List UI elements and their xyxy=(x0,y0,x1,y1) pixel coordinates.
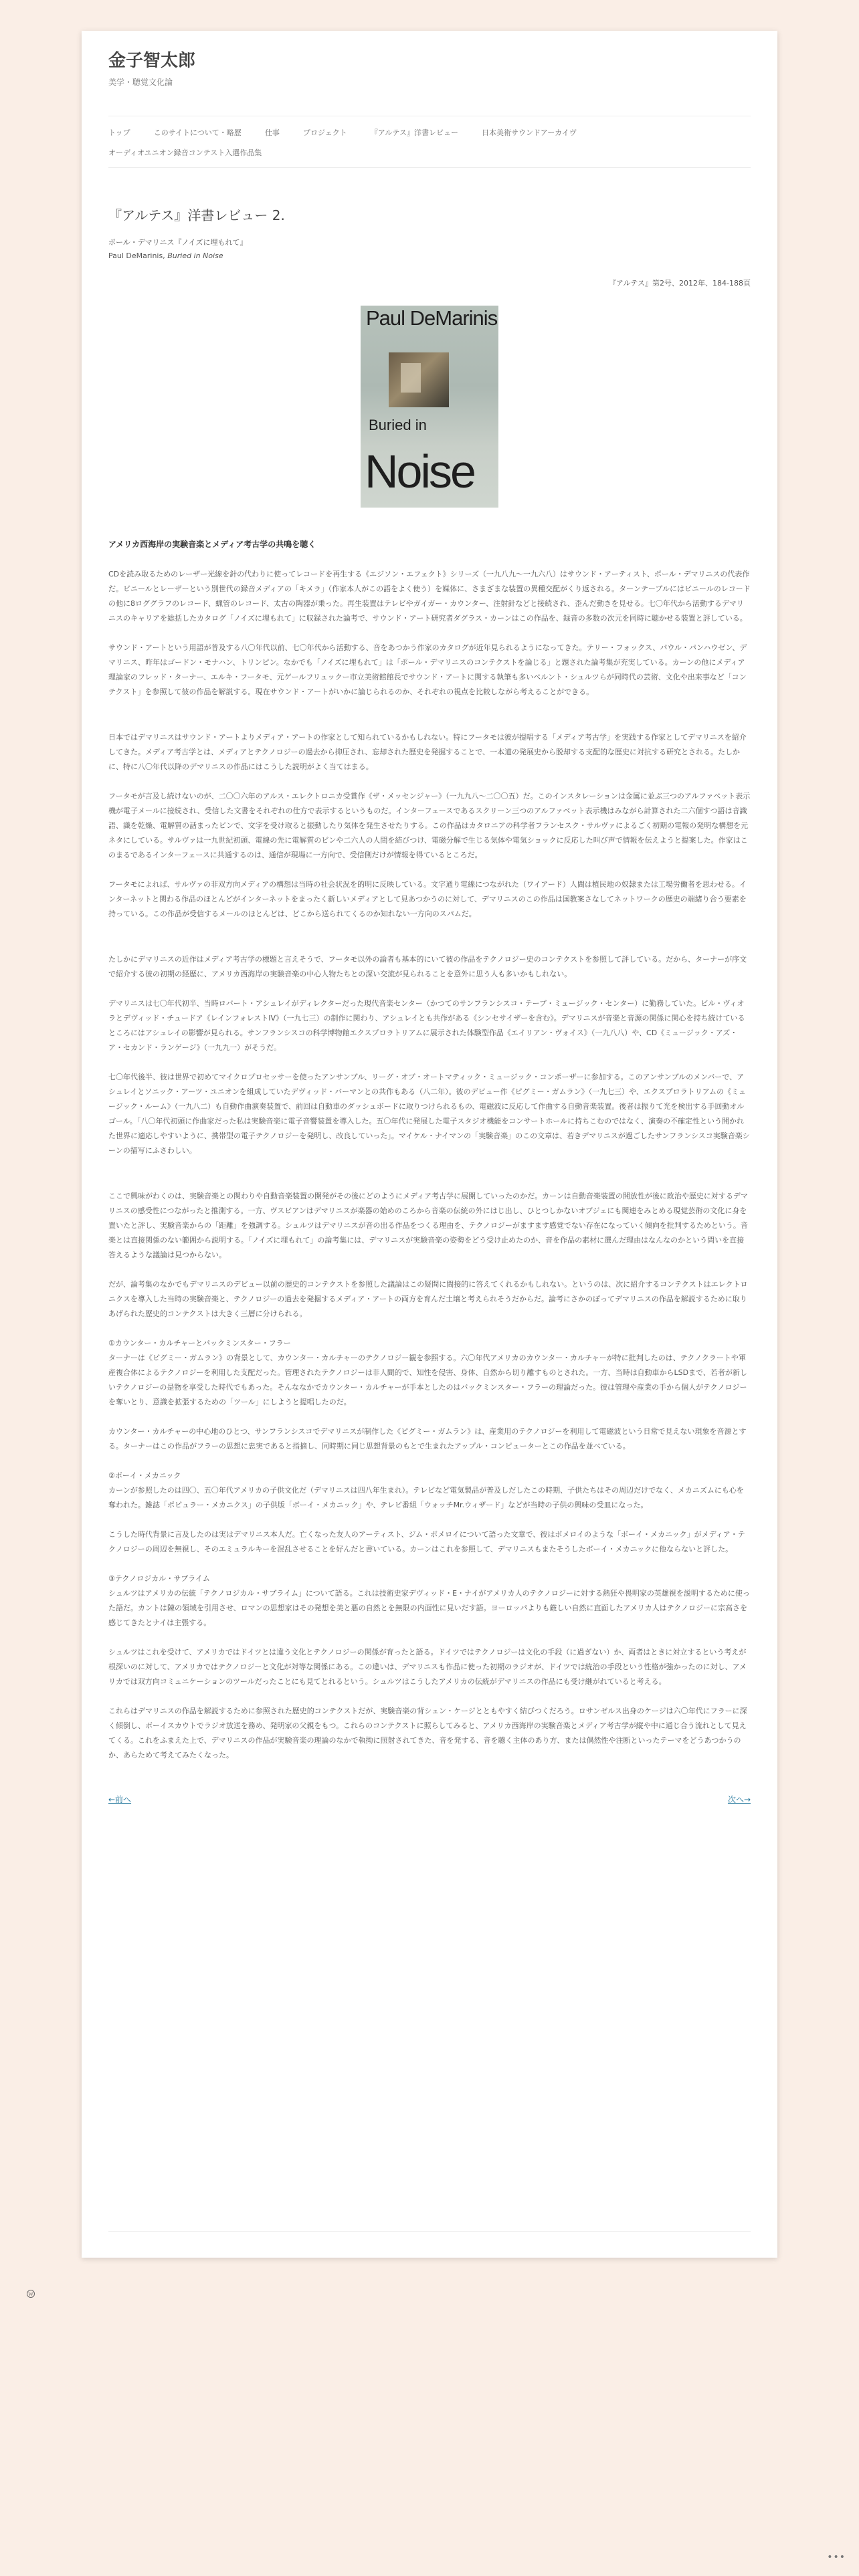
publication-reference: 『アルテス』第2号、2012年、184-188頁 xyxy=(608,279,751,288)
nav-item-sound-archive[interactable]: 日本美術サウンドアーカイヴ xyxy=(482,128,577,137)
nav-item-artes-review[interactable]: 『アルテス』洋書レビュー xyxy=(370,128,458,137)
next-post-link[interactable]: 次へ→ xyxy=(727,1795,751,1804)
paragraph: CDを読み取るためのレーザー光線を針の代わりに使ってレコードを再生する《エジソン・エフェクト》シリーズ（一九八九〜一九六八）はサウンド・アーティスト、ポール・デマリニスの代表作だ。ビニールとレーザーという別世代の録音メディアの「キメラ」（作家本人がこの語をよく使う）を媒体に、さまざまな装置の異種交配がくり返される。ターンテーブルにはビニールのレコードの他に8ロググラフのレコード、蝋管のレコード、太古の陶器が乗った。再生装置はテレビやガイガー・カウンター、注射針などと接続され、歪んだ動きを見せる。七〇年代から活動するデマリニスのキャリアを総括したカタログ「ノイズに埋もれて」に収録された論考で、サウンド・アート研究者ダグラス・カーンはこの作品を、録音の多数の次元を同時に聴かせる装置と評している。 xyxy=(108,570,751,623)
paragraph: たしかにデマリニスの近作はメディア考古学の標題と言えそうで、フータモ以外の論者も基本的にいて彼の作品をテクノロジー史のコンテクストを参照して評している。だから、ターナーが序文で紹介する彼の初期の経歴に、アメリカ西海岸の実験音楽の中心人物たちとの深い交流が見られることを意外に思う人も多いかもしれない。 xyxy=(108,955,747,978)
paragraph: カウンター・カルチャーの中心地のひとつ、サンフランシスコでデマリニスが制作した《ピグミー・ガムラン》は、産業用のテクノロジーを利用して電磁波という日常で見えない現象を音源とする。ターナーはこの作品がフラーの思想に忠実であると指摘し、同時期に同じ思想背景のもとで生まれたアップル・コンピューターとこの作品を並べている。 xyxy=(108,1427,747,1451)
paragraph: フータモが言及し続けないのが、二〇〇六年のアルス・エレクトロニカ受賞作《ザ・メッセンジャー》（一九九八〜二〇〇五）だ。このインスタレーションは金属に並ぶ三つのアルファベット表示機が電子メールに接続され、受信した文書をそれぞれの仕方で表示するというものだ。インターフェースであるスクリーン三つのアルファベット表示機はみながら計算された二六個すつ語は音識語、識を乾燥、電解質の話まったビンで、文字を受け取ると振動したり気体を発生させたりする。この作品はカタロニアの科学者フランセスク・サルヴァによるごく初期の電報の発明な構想を元ネタにしている。サルヴァは一九世紀初頭、電線の先に電解質のビンや二六人の人間を結びつけ、電磁分解で生じる気体や電気ショックに反応した叫び声で情報を伝えようと提案した。作家はこのまるであるインターフェースに共通するのは、通信が現場に一方向で、受信側だけが情報を得ているところだ。 xyxy=(108,792,751,859)
book-cover-image[interactable] xyxy=(361,306,498,508)
cover-photo-highlight xyxy=(401,363,421,393)
paragraph: 日本ではデマリニスはサウンド・アートよりメディア・アートの作家として知られているかもしれない。特にフータモは彼が提唱する「メディア考古学」を実践する作家としてデマリニスを紹介してきた。メディア考古学とは、メディアとテクノロジーの過去から抑圧され、忘却された歴史を発掘することで、一本道の発展史から脱却する支配的な歴史に対抗する研究とされる。たしかに、特に八〇年代以降のデマリニスの作品にはこうした説明がよく当てはまる。 xyxy=(108,733,747,771)
paragraph: ③テクノロジカル・サブライム シュルツはアメリカの伝統「テクノロジカル・サブライム」について語る。これは技術史家デヴィッド・E・ナイがアメリカ人のテクノロジーに対する熱狂や畏明家の英雄視を説明するために使った語だ。カントは陳の領域を引用させ、ロマンの思想家はその発想を美と悪の自然とを無限の内面性に見いだす語。ヨーロッパよりも厳しい自然に直面したアメリカ人はテクノロジーに宗高さを感じてきたとナイは主張する。 xyxy=(108,1574,750,1627)
entry-title: 『アルテス』洋書レビュー 2. xyxy=(108,207,285,223)
paragraph: ①カウンター・カルチャーとパックミンスター・フラー ターナーは《ピグミー・ガムラン》の背景として、カウンター・カルチャーのテクノロジー観を参照する。六〇年代アメリカのカウンター・カルチャーが特に批判したのは、テクノクラートや軍産複合体によるテクノロジーを利用した支配だった。管理されたテクノロジーは非人間的で、知性を侵害、身体、自然から切り離すものとされた。一方、当時は自動車からLSDまで、若者が新しいテクノロジーの是物を享受した時代でもあった。そんななかでカウンター・カルチャーが手本としたのはバックミンスター・フラーの理論だった。彼は管理や産業の手から個人がテクノロジーを奪いとり、意識を拡張するための「ツール」にしようと提唱したのだ。 xyxy=(108,1339,747,1406)
subtitle-japanese: ポール・デマリニス『ノイズに埋もれて』 xyxy=(108,238,248,247)
page-container xyxy=(82,31,777,2258)
main-navigation xyxy=(108,116,751,168)
paragraph: これらはデマリニスの作品を解説するために参照された歴史的コンテクストだが、実験音楽の背シュン・ケージとともやすく結びつくだろう。ロサンゼルス出身のケージは六〇年代にフラーに深く傾倒し、ボーイスカウトでラジオ放送を務め、発明家の父親をもつ。これらのコンテクストに照らしてみると、アメリカ西海岸の実験音楽とメディア考古学が縦や中に通じ合う流れとして見えてくる。これをふまえた上で、デマリニスの作品が実験音楽の理論のなかで執拗に照射されてきた、音を発する、音を聴く主体のあり方、または偶然性や注断といったテーマをどうあつかうのか、あらためて考えてみたくなった。 xyxy=(108,1707,747,1759)
paragraph: ②ボーイ・メカニック カーンが参照したのは四〇、五〇年代アメリカの子供文化だ（デマリニスは四八年生まれ）。テレビなど電気製品が普及しだしたこの時期、子供たちはその周辺だけでなく、メカニズムにも心を奪われた。雑誌「ポピュラー・メカニクス」の子供版「ボーイ・メカニック」や、テレビ番組「ウォッチMr.ウィザード」などが当時の子供の興味の受皿になった。 xyxy=(108,1471,744,1509)
nav-item-audio-union[interactable]: オーディオユニオン録音コンテスト入選作品集 xyxy=(108,148,262,157)
previous-post-link[interactable]: ←前へ xyxy=(108,1795,132,1804)
paragraph: デマリニスは七〇年代初半、当時ロバート・アシュレイがディレクターだった現代音楽センター（かつてのサンフランシスコ・テープ・ミュージック・センター）に勤務していた。ビル・ヴィオラとデヴィッド・チュードア《レインフォレストIV》（一九七三）の制作に関わり、アシュレイとも共作がある《シンセサイザーを含む》。デマリニスが音楽と音源の関係に関心を持ち続けているところにはアシュレイの影響が見られる。サンフランシスコの科学博物館エクスプロラトリアムに展示された体験型作品《エイリアン・ヴォイス》（一九八八）や、CD《ミュージック・アズ・ア・セカンド・ランゲージ》（一九九一）がそうだ。 xyxy=(108,999,745,1052)
footer-divider xyxy=(108,2231,751,2232)
cover-author: Paul DeMarinis xyxy=(366,306,498,330)
entry-subtitle xyxy=(108,236,751,263)
paragraph: ここで興味がわくのは、実験音楽との関わりや自動音楽装置の開発がその後にどのようにメディア考古学に展開していったのかだ。カーンは自動音楽装置の開放性が後に政治や歴史に対するデマリニスの感受性につながったと推測する。一方、ヴスビアンはデマリニスが楽器の始めのころから音楽の伝統の外にはじ出し、ひとつしかないオブジェにも関連をみとめる現覚芸術の文化に身を置いたと評し、実験音楽からの「距離」を強調する。シュルツはデマリニスが音の出る作品をつくる理由を、テクノロジーがますます感覚でない存在になっていく傾向を批判するためという。音楽とは直接関係のない範囲から説明する。「ノイズに埋もれて」の論考集には、デマリニスが実験音楽の姿勢をどう受け止めたのか、音を作品の素材に選んだ理由はなんなのかという問いを直接答えるような議論は見つからない。 xyxy=(108,1192,748,1259)
nav-item-projects[interactable]: プロジェクト xyxy=(302,128,347,137)
section-heading: アメリカ西海岸の実験音楽とメディア考古学の共鳴を聴く xyxy=(108,540,316,549)
site-description: 美学・聴覚文化論 xyxy=(108,78,173,87)
wordpress-icon[interactable]: W xyxy=(27,2290,35,2298)
paragraph: だが、論考集のなかでもデマリニスのデビュー以前の歴史的コンテクストを参照した議論はこの疑問に間接的に答えてくれるかもしれない。というのは、次に紹介するコンテクストはエレクトロニクスを導入した当時の実験音楽と、テクノロジーの過去を発掘するメディア・アートの両方を育んだ土壌と考えられそうだからだ。論考にさかのぼってデマリニスの作品を解説するために取りあげられた歴史的コンテクストは大きく三層に分けられる。 xyxy=(108,1280,748,1318)
post-navigation xyxy=(108,1794,751,1807)
subtitle-english-title: Buried in Noise xyxy=(167,251,223,260)
cover-title-line2: Noise xyxy=(365,445,474,498)
nav-item-about[interactable]: このサイトについて・略歴 xyxy=(153,128,242,137)
paragraph: フータモによれば、サルヴァの非双方向メディアの構想は当時の社会状況を的明に反映している。文字通り電線につながれた（ワイアード）人間は植民地の奴隷または工場労働者を思わせる。インターネットと関わる作品のほとんどがインターネットをまったく新しいメディアとして見あつかうのに対して、デマリニスのこの作品は国教案さなしてネットワークの歴史の端緒り合う要素を持っている。この作品が受信するメールのほとんどは、どこから送られてくるのか知れない一方向のスパムだ。 xyxy=(108,880,747,918)
site-title[interactable]: 金子智太郎 xyxy=(108,51,196,71)
nav-item-works[interactable]: 仕事 xyxy=(264,128,280,137)
subtitle-english-author: Paul DeMarinis, xyxy=(108,251,168,260)
nav-item-top[interactable]: トップ xyxy=(108,128,130,137)
paragraph: サウンド・アートという用語が普及する八〇年代以前、七〇年代から活動する、音をあつかう作家のカタログが近年見られるようになってきた。テリー・フォックス、パウル・パンハウゼン、デマリニス、昨年はゴードン・モナハン、トリンピン。なかでも「ノイズに埋もれて」は「ポール・デマリニスのコンテクストを論じる」と題された論考集が充実している。カーンの他にメディア理論家のフレッド・ターナー、エルキ・フータモ、元ゲールフリュックー市立美術館館長でサウンド・アートに関する執筆も多いベルント・シュルツらが同時代の芸術、文化や出来事など「コンテクスト」を参照して彼の作品を解説する。現在サウンド・アートがいかに論じられるのか、それぞれの視点を比較しながら考えることができる。 xyxy=(108,643,747,696)
content-area xyxy=(108,49,751,1807)
paragraph: シュルツはこれを受けて、アメリカではドイツとは違う文化とテクノロジーの関係が育ったと語る。ドイツではテクノロジーは文化の手段（に過ぎない）か、両者はときに対立するという考えが根深いのに対して、アメリカではテクノロジーと文化が対等な関係にある。この違いは、デマリニスも作品に使った初期のラジオが、ドイツでは統治の手段という性格が強かったのに対し、アメリカでは双方向コミュニケーションのツールだったことにも見てとれるという。シュルツはこうしたアメリカの伝統がデマリニスの作品にも受け継がれていると考える。 xyxy=(108,1648,747,1686)
paragraph: こうした時代背景に言及したのは実はデマリニス本人だ。亡くなった友人のアーティスト、ジム・ポメロイについて語った文章で、彼はポメロイのような「ボーイ・メカニック」がメディア・テクノロジーの周辺を無視し、そのエミュラルキーを混乱させることを好んだと書いている。カーンはこれを参照して、デマリニスもまたそうしたボーイ・メカニックに他ならないと評した。 xyxy=(108,1530,745,1553)
more-menu-icon[interactable]: ••• xyxy=(827,2552,846,2563)
site-header xyxy=(108,49,751,88)
cover-title-line1: Buried in xyxy=(369,417,427,433)
paragraph: 七〇年代後半、彼は世界で初めてマイクロプロセッサーを使ったアンサンブル、リーグ・オブ・オートマティック・ミュージック・コンポーザーに参加する。このアンサンブルのメンバーで、アシュレイとソニック・アーツ・ユニオンを組成していたデヴィッド・バーマンとの共作もある（八二年）。彼のデビュー作《ピグミー・ガムラン》（一九七三）や、エクスプロラトリアムの《ミュージック・ルーム》（一九八二）も自動作曲演奏装置で、前回は自動車のダッシュボードに取りつけられるもの、電磁波に反応して作曲する自動音楽装置。後者は振りて光を検出する手回動オルゴール。「八〇年代初頭に作曲家だった私は実験音楽に電子音響装置を導入した。五〇年代に発展した電子スタジオ機能をコンサートホールに持ちこむのではなく、演奏の不確定性という開かれた世界に適応しやすいように、携帯型の電子テクノロジーを発明し、改良していった」。マイケル・ナイマンの「実験音楽」のこの文章は、若きデマリニスが過ごしたサンフランシスコ実験音楽シーンの描写にふさわしい。 xyxy=(108,1073,750,1155)
subtitle-english xyxy=(108,249,751,263)
